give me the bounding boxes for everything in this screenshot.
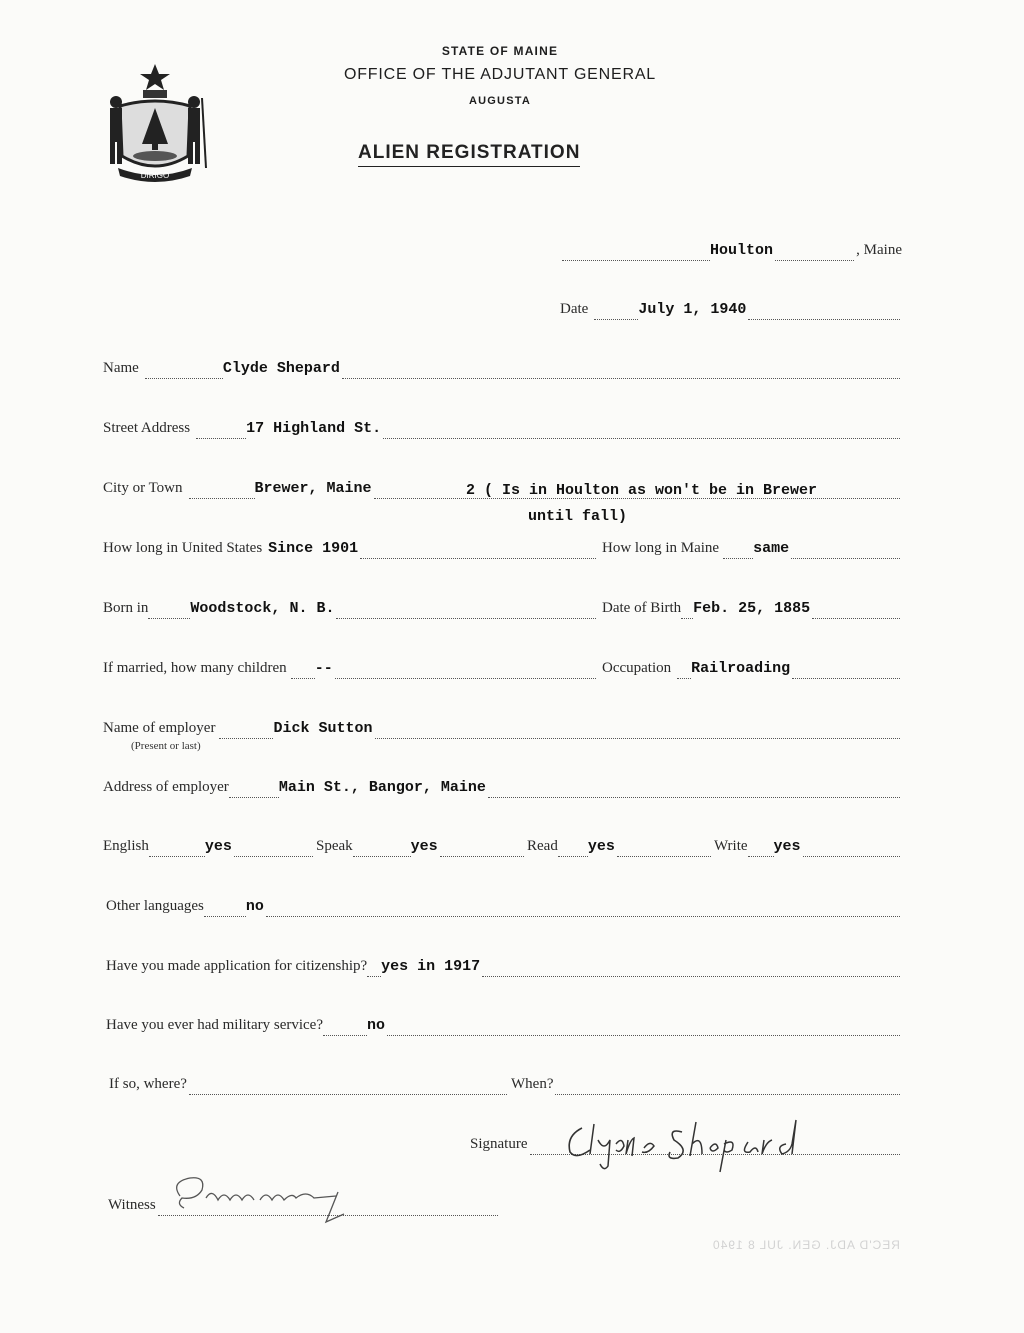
dots — [723, 558, 753, 559]
dots — [375, 738, 901, 739]
dots — [204, 916, 246, 917]
dots — [323, 1035, 367, 1036]
military-label: Have you ever had military service? — [106, 1017, 323, 1033]
military-row — [106, 1017, 902, 1041]
born-in-row — [103, 600, 598, 624]
header-office: OFFICE OF THE ADJUTANT GENERAL — [343, 66, 657, 83]
when-row — [511, 1076, 902, 1100]
dots — [748, 319, 900, 320]
employer-address-label: Address of employer — [103, 779, 229, 795]
english-row — [103, 838, 315, 862]
date-label: Date — [560, 301, 589, 317]
how-long-us-row — [103, 540, 598, 564]
dots — [562, 260, 710, 261]
how-long-maine-value[interactable]: same — [753, 540, 790, 557]
dots — [488, 797, 900, 798]
city-value[interactable]: Brewer, Maine — [254, 480, 372, 497]
dots — [342, 378, 900, 379]
dots — [748, 856, 774, 857]
witness-label: Witness — [108, 1197, 156, 1213]
write-row — [714, 838, 902, 862]
dots — [775, 260, 854, 261]
city-label: City or Town — [103, 480, 183, 496]
dots — [291, 678, 315, 679]
dots — [148, 618, 190, 619]
dob-label: Date of Birth — [602, 600, 682, 616]
other-languages-label: Other languages — [106, 898, 204, 914]
state-label: , Maine — [856, 242, 902, 258]
write-label: Write — [714, 838, 748, 854]
citizenship-value[interactable]: yes in 1917 — [381, 958, 481, 975]
dots — [189, 498, 255, 499]
header-state: STATE OF MAINE — [441, 44, 559, 58]
how-long-us-label: How long in United States — [103, 540, 263, 556]
where-row — [109, 1076, 509, 1100]
dots — [367, 976, 381, 977]
street-row — [103, 420, 902, 444]
how-long-maine-row — [602, 540, 902, 564]
name-label: Name — [103, 360, 139, 376]
dots — [558, 856, 588, 857]
dots — [791, 558, 900, 559]
read-label: Read — [527, 838, 558, 854]
dots — [617, 856, 711, 857]
street-value[interactable]: 17 Highland St. — [246, 420, 382, 437]
other-languages-row — [106, 898, 902, 922]
town-value[interactable]: Houlton — [710, 242, 774, 259]
children-value[interactable]: -- — [314, 660, 333, 677]
street-label: Street Address — [103, 420, 191, 436]
form-title: ALIEN REGISTRATION — [358, 142, 580, 167]
english-value[interactable]: yes — [204, 838, 232, 855]
dots — [335, 678, 596, 679]
citizenship-row — [106, 958, 902, 982]
other-languages-value[interactable]: no — [245, 898, 264, 915]
dots — [149, 856, 205, 857]
dob-value[interactable]: Feb. 25, 1885 — [693, 600, 811, 617]
employer-sublabel: (Present or last) — [131, 740, 201, 752]
city-note-continued[interactable]: until fall) — [528, 508, 628, 525]
children-row — [103, 660, 598, 684]
signature-label: Signature — [470, 1136, 528, 1152]
speak-value[interactable]: yes — [410, 838, 438, 855]
where-label: If so, where? — [109, 1076, 187, 1092]
when-label: When? — [511, 1076, 554, 1092]
dots — [219, 738, 273, 739]
dots — [440, 856, 524, 857]
read-row — [527, 838, 713, 862]
dots — [555, 1094, 900, 1095]
occupation-label: Occupation — [602, 660, 672, 676]
location-row — [562, 242, 902, 266]
dots — [792, 678, 900, 679]
dots — [336, 618, 596, 619]
dots — [229, 797, 279, 798]
read-value[interactable]: yes — [587, 838, 615, 855]
dots — [266, 916, 900, 917]
dots — [482, 976, 900, 977]
dob-row — [602, 600, 902, 624]
children-label: If married, how many children — [103, 660, 287, 676]
name-row — [103, 360, 902, 384]
dots — [383, 438, 900, 439]
speak-row — [316, 838, 526, 862]
signature-handwriting[interactable] — [560, 1110, 840, 1176]
military-value[interactable]: no — [367, 1017, 386, 1034]
city-note[interactable]: 2 ( Is in Houlton as won't be in Brewer — [466, 482, 818, 499]
name-value[interactable]: Clyde Shepard — [222, 360, 340, 377]
employer-address-value[interactable]: Main St., Bangor, Maine — [278, 779, 486, 796]
dots — [353, 856, 411, 857]
dots — [145, 378, 223, 379]
born-in-value[interactable]: Woodstock, N. B. — [190, 600, 335, 617]
dots — [387, 1035, 900, 1036]
write-value[interactable]: yes — [773, 838, 801, 855]
dots — [594, 319, 638, 320]
state-seal-icon — [100, 58, 210, 182]
born-in-label: Born in — [103, 600, 149, 616]
speak-label: Speak — [316, 838, 353, 854]
seal-motto: DIRIGO — [140, 171, 170, 180]
how-long-us-value[interactable]: Since 1901 — [268, 540, 359, 557]
occupation-row — [602, 660, 902, 684]
date-value[interactable]: July 1, 1940 — [638, 301, 747, 318]
citizenship-label: Have you made application for citizenship? — [106, 958, 368, 974]
how-long-maine-label: How long in Maine — [602, 540, 720, 556]
english-label: English — [103, 838, 149, 854]
dots — [196, 438, 246, 439]
dots — [681, 618, 693, 619]
employer-value[interactable]: Dick Sutton — [273, 720, 373, 737]
received-stamp: REC'D ADJ. GEN. JUL 8 1940 — [712, 1238, 900, 1252]
dots — [803, 856, 900, 857]
witness-handwriting[interactable] — [166, 1168, 356, 1228]
dots — [677, 678, 691, 679]
employer-row — [103, 720, 902, 744]
date-row — [560, 301, 902, 325]
dots — [189, 1094, 507, 1095]
employer-address-row — [103, 779, 902, 803]
dots — [360, 558, 596, 559]
dots — [234, 856, 313, 857]
occupation-value[interactable]: Railroading — [691, 660, 791, 677]
employer-label: Name of employer — [103, 720, 216, 736]
header-city: AUGUSTA — [469, 95, 531, 107]
dots — [812, 618, 900, 619]
